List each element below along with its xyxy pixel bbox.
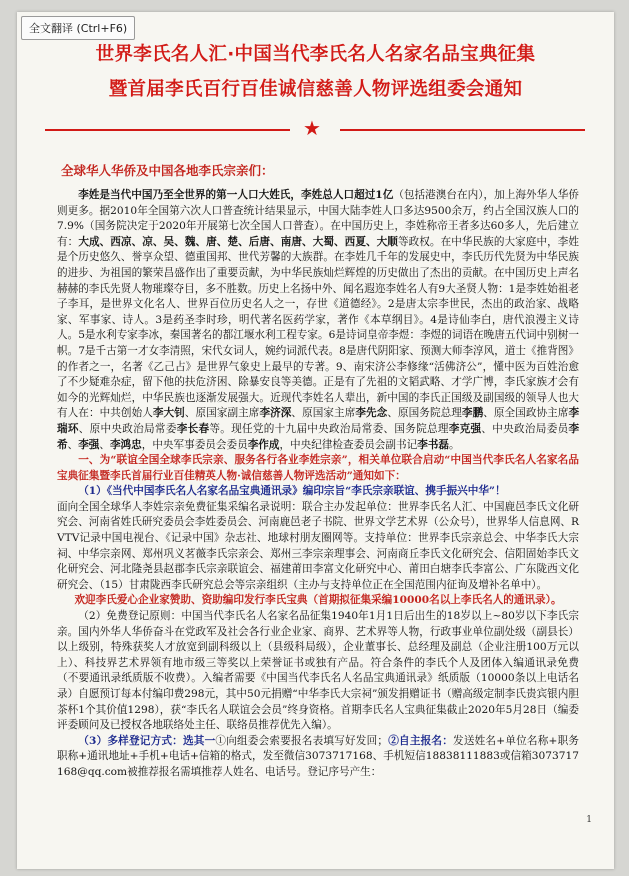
section1-item1-body: 面向全国全球华人李姓宗亲免费征集采编名录说明：联合主办发起单位：世界李氏名人汇、中国鹿邑李氏文化研究会、河南省姓氏研究委员会李姓委员会、河南鹿邑老子书院、世界文学艺术界（公众号），世界华人信息网、RVTV记录中国电视台、《记录中国》杂志社、地球村朋友圈网等。支持单位：世界李氏宗亲总会、中华李氏大宗祠、中华宗亲网、郑州巩义茗薇李氏宗亲会、郑州三李宗亲理事会、河南商丘李氏文化研究会、信阳固始李氏文化研究会、河北隆尧县赵郡李氏宗亲联谊会、福建莆田李富文化研究中心、莆田白塘李氏李富公、广东陇西文化研究会、（15）甘肃陇西李氏研究总会等宗亲组织（主办与支持单位正在全国范围内征询及增补名单中）。: [57, 500, 579, 591]
title-line-2: 暨首届李氏百行百佳诚信慈善人物评选组委会通知: [108, 79, 523, 100]
section2-heading: 欢迎李氏爱心企业家赞助、资助编印发行李氏宝典（首期拟征集采编10000名以上李氏名人的通讯录）。: [74, 594, 562, 607]
title-line-1: 世界李氏名人汇·中国当代李氏名人名家名品宝典征集: [95, 44, 536, 65]
divider-line-right: [340, 129, 585, 131]
intro-paragraph: 李姓是当代中国乃至全世界的第一人口大姓氏，李姓总人口超过1亿（包括港澳台在内），加上海外华人华侨则更多。据2010年全国第六次人口普查统计结果显示，中国大陆李姓人口多达9500余万，约占全国汉族人口的7.9%（国务院决定于2020年开展第七次全国人口普查）。在中国历史上，李姓称帝王者多达60多人，先后建立有：大成、西凉、凉、吴、魏、唐、楚、后唐、南唐、大蜀、西夏、大顺等政权。在中华民族的大家庭中，李姓是个历史悠久、誉享众望、德重国邦、世代芳馨的大族群。在李姓几千年的发展史中，李氏历代先贤为中华民族的进步、为祖国的繁荣昌盛作出了重要贡献，为中华民族灿烂辉煌的历史做出了杰出的贡献。在中国历史上声名赫赫的李氏先贤人物璀璨夺目，多不胜数。历史上名扬中外、闻名遐迩李姓名人有9大圣贤人物：1是李姓始祖老子李耳，是世界文化名人、世界百位历史名人之一，存世《道德经》。2是唐太宗李世民，杰出的政治家、战略家、军事家、诗人。3是药圣李时珍，明代著名医药学家，著作《本草纲目》。4是诗仙李白，唐代浪漫主义诗人。5是水利专家李冰，秦国著名的都江堰水利工程专家。6是诗词皇帝李煜：李煜的词语在晚唐五代词中别树一帜。7是千古第一才女李清照，宋代女词人，婉约词派代表。8是唐代阴阳家、预测大师李淳风，道士《推背图》的作者之一，名著《乙己占》是世界气象史上最早的专著。9、南宋济公李修缘“活佛济公”，懂中医为百姓治愈了不少疑难杂症，留下他的扶危济困、除暴安良等美德。正是有了先祖的文韬武略、才学广博，李氏家族才会有如今的光辉灿烂，中华民族也逐渐发展强大。近现代李姓名人辈出，新中国的李氏正国级及副国级的领导人也大有人在：中共创始人李大钊、原国家副主席李济深、原国家主席李先念、原国务院总理李鹏、原全国政协主席李瑞环、原中央政治局常委李长春等。现任党的十九届中央政治局常委、国务院总理李克强、中央政治局委员李希、李强、李鸿忠，中央军事委员会委员李作成，中央纪律检查委员会副书记李书磊。: [57, 189, 580, 451]
title-divider: [45, 116, 585, 140]
dynasty-list: 大成、西凉、凉、吴、魏、唐、楚、后唐、南唐、大蜀、西夏、大顺: [78, 235, 398, 248]
section3-option2: ②自主报名：: [388, 734, 454, 747]
translate-button[interactable]: 全文翻译 (Ctrl+F6): [21, 16, 135, 40]
section1-item1-title: （1）《当代中国李氏名人名家名品宝典通讯录》编印宗旨“李氏宗亲联谊、携手振兴中华”！: [78, 485, 506, 498]
document-body: [57, 188, 579, 781]
page-number: 1: [586, 815, 592, 825]
document-page: [17, 12, 614, 869]
star-icon: ★: [303, 116, 321, 140]
section3-paragraph: （3）多样登记方式：选其一①向组委会索要报名表填写好发回；②自主报名：发送姓名+单位名称+职务职称+通讯地址+手机+电话+信箱的格式，发至微信3073717168、手机短信18838111883或信箱3073717168@qq.com被推荐报名需填推荐人姓名、电话号。登记序号产生：: [57, 734, 580, 778]
section3-title: （3）多样登记方式：选其一: [78, 734, 216, 747]
divider-line-left: [45, 129, 290, 131]
section2-body: （2）免费登记原则：中国当代李氏名人名家名品征集1940年1月1日后出生的18岁以上~80岁以下李氏宗亲。国内外华人华侨奋斗在党政军及社会各行业企业家、商界、艺术界等人物，行政事业单位副处级（副县长）以上级别，特殊获奖人才放宽到副科级以上（县级科局级），企业董事长、总经理及副总（企业注册100万元以上）、科技界艺术界领有地市级三等奖以上荣誉证书或独有产品。符合条件的李氏个人及团体入编通讯录免费（不要通讯录纸质版不收费）。入编者需要《中国当代李氏名人名品宝典通讯录》纸质版（10000条以上电话名录）自愿预订每本付编印费298元，其中50元捐赠“中华李氏大宗祠”颁发捐赠证书（赠高级定制李氏贵宾银内胆茶杯1个其价值1298），获“李氏名人联谊会会员”终身资格。首期李氏名人宝典征集截止2020年5月28日（编委评委顾问及已授权各地联络处主任、联络员推荐优先入编）。: [57, 610, 579, 732]
section1-heading: 一、为“联谊全国全球李氏宗亲、服务各行各业李姓宗亲”，相关单位联合启动“中国当代李氏名人名家名品宝典征集暨李氏首届行业百佳精英人物·诚信慈善人物评选活动”通知如下：: [57, 454, 579, 482]
greeting: 全球华人华侨及中国各地李氏宗亲们：: [61, 163, 274, 178]
intro-lead: 李姓是当代中国乃至全世界的第一人口大姓氏，李姓总人口超过1亿: [78, 189, 394, 201]
